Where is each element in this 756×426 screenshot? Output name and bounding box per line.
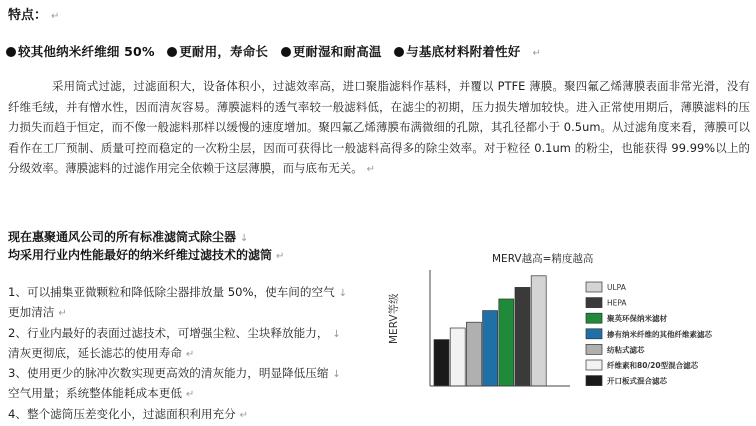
list-line: 3、使用更少的脉冲次数实现更高效的清灰能力，明显降低压缩 xyxy=(8,366,329,381)
chart-title: MERV越高=精度越高 xyxy=(492,253,594,265)
list-line: 更加清洁 xyxy=(8,305,55,320)
list-line: 4、整个滤筒压差变化小，过滤面积利用充分 xyxy=(8,406,236,421)
legend-label: 开口板式混合滤芯 xyxy=(607,376,667,386)
chart-bar xyxy=(531,276,546,386)
line-break-mark: ↓ xyxy=(240,233,249,244)
heading-text: 特点： xyxy=(8,8,48,23)
line-break-mark: ↓ xyxy=(332,369,341,381)
line-break-mark: ↓ xyxy=(338,288,348,299)
paragraph-mark: ↵ xyxy=(532,48,542,59)
paragraph-text: 采用筒式过滤，过滤面积大，设备体积小，过滤效率高，进口聚脂滤料作基料，并覆以 PTFE 薄膜。聚四氟乙烯薄膜表面非常光滑，没有纤维毛绒，并有憎水性，因而清灰容易。薄膜滤料的透气率较一般滤料低，在滤尘的初期，压力损失增加较快。进入正常使用期后，薄膜滤料的压力损失而趋于恒定，而不像一般滤料那样以缓慢的速度增加。聚四氟乙烯薄膜布满微细的孔隙，其孔径都小于 0.5um。从过滤角度来看，薄膜可以看作在工厂预制、质量可控而稳定的一次粉尘层，因而可获得比一般滤料高得多的除尘效率。对于粒径 0.1um 的粉尘，也能获得 99.99%以上的分级效率。薄膜滤料的过滤作用完全依赖于这层薄膜，而与底布无关。 xyxy=(8,79,750,175)
chart-bar xyxy=(483,311,498,386)
chart-bar xyxy=(434,340,449,386)
subheading-text: 均采用行业内性能最好的纳米纤维过滤技术的滤筒 xyxy=(8,248,273,262)
chart-bar xyxy=(515,287,530,386)
legend-label: 聚英环保纳米滤材 xyxy=(607,314,667,324)
chart-legend xyxy=(586,282,712,386)
legend-swatch xyxy=(586,360,602,370)
chart-bars xyxy=(434,276,546,386)
feature-label: 较其他纳米纤维细 50% xyxy=(18,44,155,59)
paragraph-mark: ↵ xyxy=(276,251,285,262)
chart-bar xyxy=(466,322,481,386)
paragraph-mark: ↵ xyxy=(239,409,249,421)
chart-bar xyxy=(499,299,514,386)
legend-swatch xyxy=(586,282,602,292)
legend-label: ULPA xyxy=(607,283,626,292)
feature-label: 与基底材料附着性好 xyxy=(406,44,521,59)
legend-swatch xyxy=(586,329,602,339)
legend-label: HEPA xyxy=(607,298,627,308)
legend-swatch xyxy=(586,298,602,308)
list-line: 1、可以捕集亚微颗粒和降低除尘器排放量 50%，使车间的空气 xyxy=(8,285,335,299)
chart-bar xyxy=(450,328,465,386)
legend-swatch xyxy=(586,313,602,323)
paragraph-mark: ↵ xyxy=(185,389,195,401)
list-line: 清灰更彻底，延长滤芯的使用寿命 xyxy=(8,345,182,360)
legend-label: 纤维素和80/20型混合滤芯 xyxy=(607,361,699,370)
paragraph-mark: ↵ xyxy=(366,164,376,175)
paragraph-mark: ↵ xyxy=(51,11,60,22)
chart-y-axis-label: MERV等级 xyxy=(388,293,400,344)
paragraph-mark: ↵ xyxy=(58,308,67,320)
feature-label: 更耐用，寿命长 xyxy=(179,44,269,59)
legend-label: 纺粘式滤芯 xyxy=(607,345,645,355)
feature-label: 更耐湿和耐高温 xyxy=(292,44,382,59)
legend-swatch xyxy=(586,376,602,386)
legend-swatch xyxy=(586,344,602,354)
list-line: 空气用量；系统整体能耗成本更低 xyxy=(8,386,182,401)
line-break-mark: ↓ xyxy=(332,328,341,340)
legend-label: 掺有纳米纤维的其他纤维素滤芯 xyxy=(607,329,712,339)
list-line: 2、行业内最好的表面过滤技术，可增强尘粒、尘块释放能力， xyxy=(8,325,329,340)
paragraph-mark: ↵ xyxy=(185,348,195,360)
subheading-text: 现在惠聚通风公司的所有标准滤筒式除尘器 xyxy=(8,230,237,244)
